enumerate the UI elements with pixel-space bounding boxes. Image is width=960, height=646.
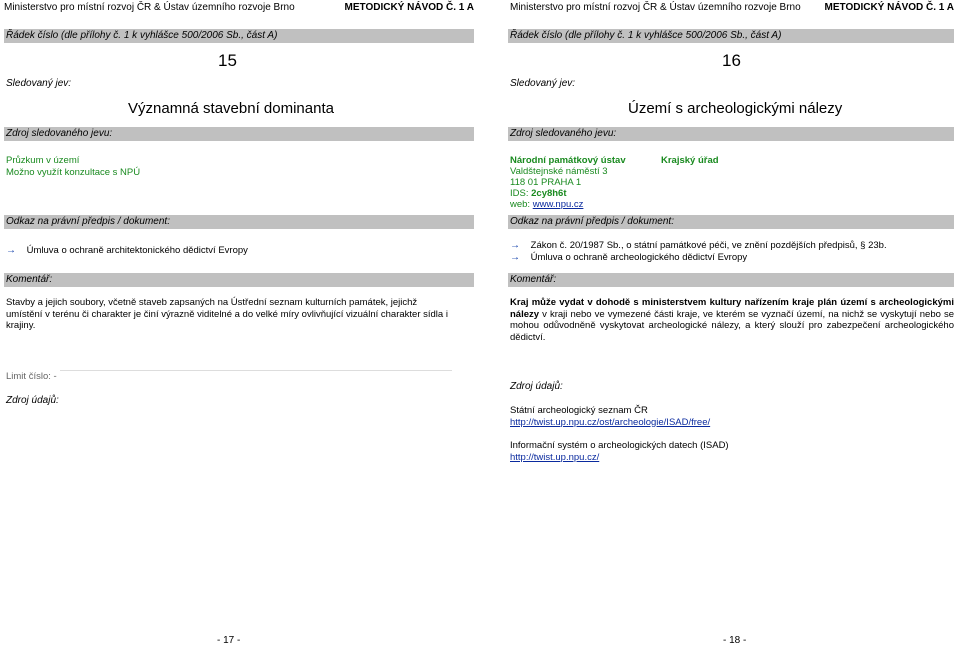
divider (60, 370, 452, 371)
page-number: - 17 - (217, 635, 241, 646)
npu-street: Valdštejnské náměstí 3 (510, 166, 608, 177)
zdroj-udaju-label: Zdroj údajů: (510, 381, 563, 392)
page-17 (0, 0, 480, 645)
source-name: Informační systém o archeologických datech (ISAD) (510, 440, 729, 451)
arrow-right-icon: → (510, 252, 520, 263)
komentar-label: Komentář: (6, 274, 53, 285)
header-institution: Ministerstvo pro místní rozvoj ČR & Ústav územního rozvoje Brno (4, 2, 295, 13)
sledovany-label: Sledovaný jev: (6, 78, 72, 89)
npu-name: Národní památkový ústav (510, 155, 626, 166)
zdroj-label: Zdroj sledovaného jevu: (510, 128, 617, 139)
npu-web: web: www.npu.cz (510, 199, 584, 210)
krajsky-urad: Krajský úřad (661, 155, 719, 166)
zdroj-content (6, 155, 140, 179)
phenomenon-title: Území s archeologickými nálezy (628, 100, 843, 117)
header-document: METODICKÝ NÁVOD Č. 1 A (824, 2, 954, 13)
row-band (4, 29, 474, 43)
phenomenon-title: Významná stavební dominanta (128, 100, 334, 117)
komentar-text: Stavby a jejich soubory, včetně staveb zapsaných na Ústřední seznam kulturních památek, jejichž umístění v terénu či charakter je činí výrazně viditelné a do velké míry ovlivňující vizuální charakter sídla i krajiny. (6, 297, 448, 331)
odkaz-label: Odkaz na právní předpis / dokument: (6, 216, 170, 227)
npu-web-link[interactable]: www.npu.cz (532, 199, 584, 210)
arrow-right-icon: → (6, 245, 16, 256)
odkaz-item: → Úmluva o ochraně archeologického dědictví Evropy (510, 252, 748, 263)
source-link[interactable]: http://twist.up.npu.cz/ost/archeologie/ISAD/free/ (510, 416, 711, 428)
row-label: Řádek číslo (dle přílohy č. 1 k vyhlášce 500/2006 Sb., část A) (6, 30, 278, 41)
komentar-band (4, 273, 474, 287)
limit-label: Limit číslo: - (6, 371, 57, 382)
komentar-label: Komentář: (510, 274, 557, 285)
npu-contact (510, 155, 626, 210)
odkaz-item: → Zákon č. 20/1987 Sb., o státní památkové péči, ve znění pozdějších předpisů, § 23b. (510, 240, 887, 251)
row-number: 16 (722, 51, 741, 70)
komentar-band (508, 273, 954, 287)
row-label: Řádek číslo (dle přílohy č. 1 k vyhlášce 500/2006 Sb., část A) (510, 30, 782, 41)
row-number: 15 (218, 51, 237, 70)
npu-ids: IDS: 2cy8h6t (510, 188, 567, 199)
npu-city: 118 01 PRAHA 1 (510, 177, 582, 188)
zdroj-label: Zdroj sledovaného jevu: (6, 128, 113, 139)
page-18 (480, 0, 960, 645)
header-institution: Ministerstvo pro místní rozvoj ČR & Ústav územního rozvoje Brno (510, 2, 801, 13)
source-item (510, 405, 710, 428)
odkaz-label: Odkaz na právní předpis / dokument: (510, 216, 674, 227)
source-link[interactable]: http://twist.up.npu.cz/ (510, 451, 600, 463)
source-name: Státní archeologický seznam ČR (510, 405, 648, 416)
zdroj-udaju-label: Zdroj údajů: (6, 395, 59, 406)
source-item (510, 440, 729, 463)
sledovany-label: Sledovaný jev: (510, 78, 576, 89)
zdroj-line: Průzkum v území (6, 155, 80, 166)
odkaz-band (508, 215, 954, 229)
page-number: - 18 - (723, 635, 747, 646)
arrow-right-icon: → (510, 240, 520, 251)
zdroj-band (4, 127, 474, 141)
zdroj-band (508, 127, 954, 141)
row-band (508, 29, 954, 43)
zdroj-line: Možno využít konzultace s NPÚ (6, 167, 141, 178)
odkaz-item: → Úmluva o ochraně architektonického dědictví Evropy (6, 245, 248, 256)
odkaz-band (4, 215, 474, 229)
komentar-text: Kraj může vydat v dohodě s ministerstvem kultury nařízením kraje plán území s archeologickými nálezy v kraji nebo ve vymezené části kraje, ve kterém se vyznačí území, na nichž se vyskytují nebo se mohou odůvodněně vyskytovat archeologické nálezy, a který slouží pro zabezpečení archeologického dědictví. (510, 297, 954, 343)
odkaz-list (510, 240, 887, 264)
header-document: METODICKÝ NÁVOD Č. 1 A (344, 2, 474, 13)
